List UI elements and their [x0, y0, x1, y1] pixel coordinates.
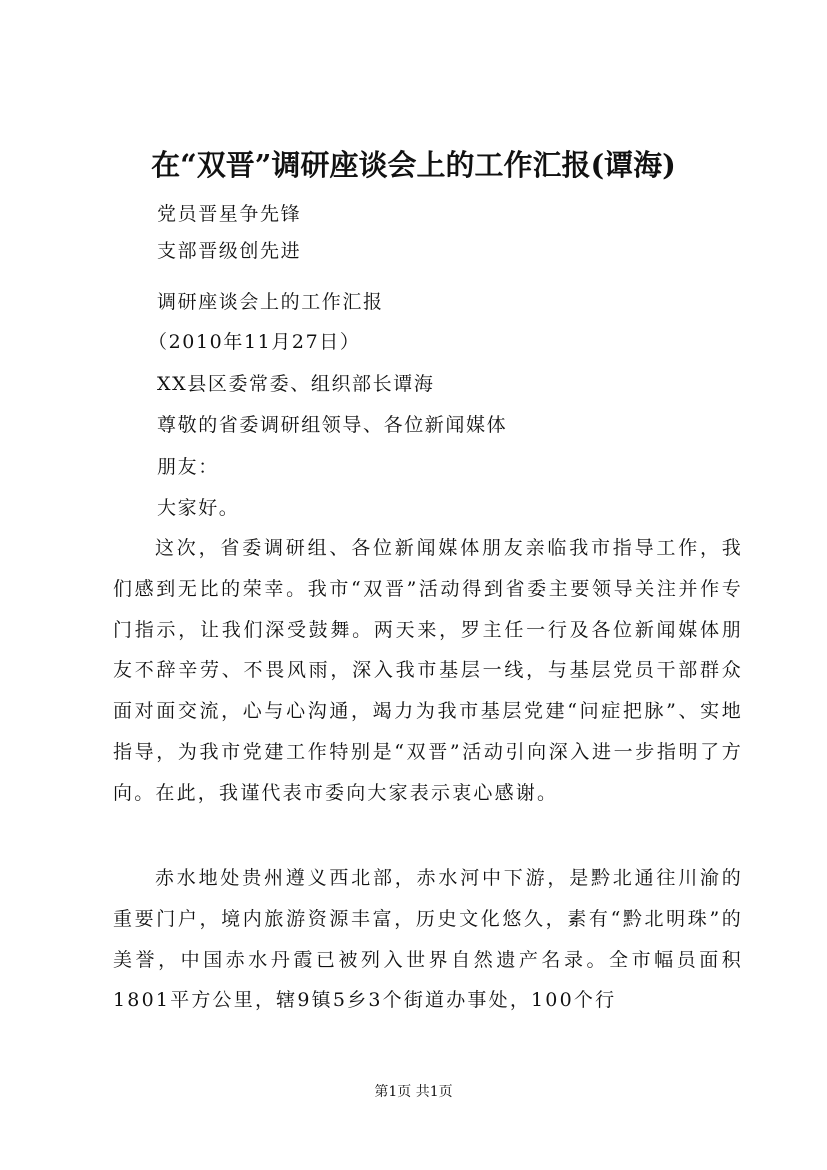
- subtitle-line-2: 支部晋级创先进: [157, 240, 302, 262]
- salutation-line-2: 朋友：: [157, 456, 219, 478]
- page-footer: 第1页 共1页: [374, 1084, 453, 1100]
- document-title: 在“双晋”调研座谈会上的工作汇报(谭海): [151, 148, 676, 182]
- greeting-line: 大家好。: [157, 497, 240, 519]
- subtitle-line-1: 党员晋星争先锋: [157, 203, 302, 225]
- date-line: （2010年11月27日）: [148, 331, 361, 353]
- author-line: XX县区委常委、组织部长谭海: [157, 373, 435, 395]
- salutation-line: 尊敬的省委调研组领导、各位新闻媒体: [157, 414, 508, 436]
- body-paragraph-1: 这次，省委调研组、各位新闻媒体朋友亲临我市指导工作，我们感到无比的荣幸。我市“双晋”活动得到省委主要领导关注并作专门指示，让我们深受鼓舞。两天来，罗主任一行及各位新闻媒体朋友不辞辛劳、不畏风雨，深入我市基层一线，与基层党员干部群众面对面交流，心与心沟通，竭力为我市基层党建“问症把脉”、实地指导，为我市党建工作特别是“双晋”活动引向深入进一步指明了方向。在此，我谨代表市委向大家表示衷心感谢。: [113, 537, 743, 804]
- body-paragraph-2: 赤水地处贵州遵义西北部，赤水河中下游，是黔北通往川渝的重要门户，境内旅游资源丰富，历史文化悠久，素有“黔北明珠”的美誉，中国赤水丹霞已被列入世界自然遗产名录。全市幅员面积1801平方公里，辖9镇5乡3个街道办事处，100个行: [113, 867, 743, 1012]
- subtitle-line-3: 调研座谈会上的工作汇报: [157, 291, 384, 313]
